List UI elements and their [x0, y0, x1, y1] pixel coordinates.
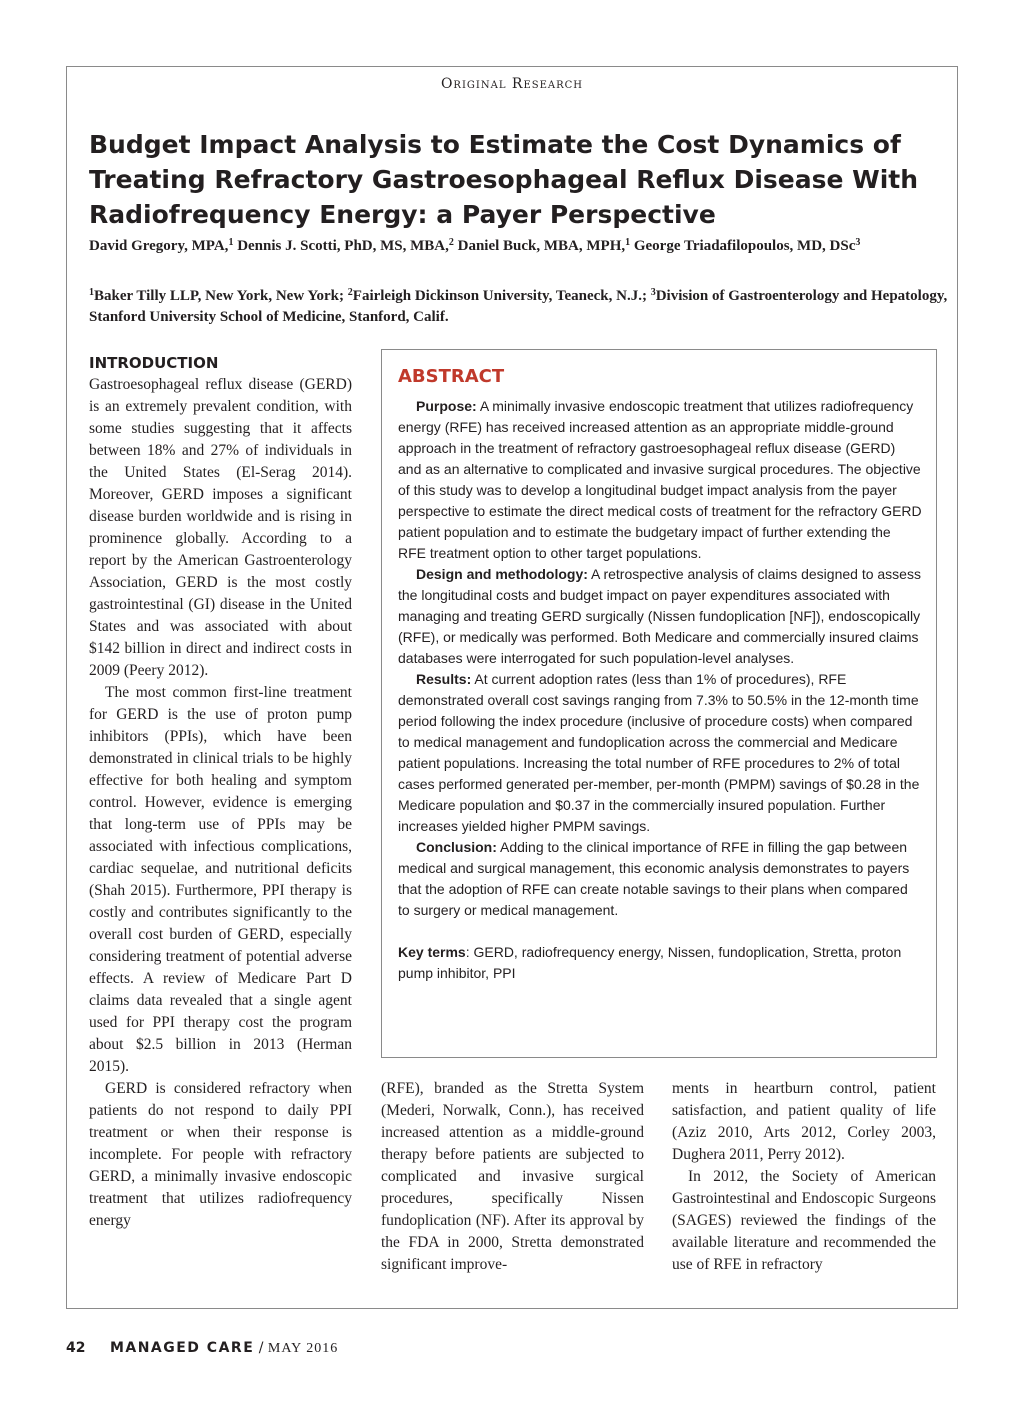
- author-sup: 3: [855, 237, 861, 248]
- magazine-name: MANAGED CARE: [109, 1340, 255, 1356]
- affiliation: Division of Gastroenterology and Hepatology, Stanford University School of Medicine, Stanford, Calif.: [89, 288, 948, 325]
- body-paragraph: (RFE), branded as the Stretta System (Mederi, Norwalk, Conn.), has received increased attention as a middle-ground therapy before patients are subjected to complicated and invasive surgical procedures, specifically Nissen fundoplication (NF). After its approval by the FDA in 2000, Stretta demonstrated significant improve-: [381, 1080, 644, 1273]
- abstract-text: A minimally invasive endoscopic treatment that utilizes radiofrequency energy (RFE) has received increased attention as an appropriate middle-ground approach in the treatment of refractory gastroesophageal reflux disease (GERD) and as an alternative to complicated and invasive surgical procedures. The objective of this study was to develop a longitudinal budget impact analysis from the payer perspective to estimate the direct medical costs of treatment for the refractory GERD patient population and to estimate the budgetary impact of further extending the RFE treatment option to other target populations.: [398, 398, 922, 561]
- abstract-results: [398, 669, 922, 837]
- author-sup: 1: [625, 237, 631, 248]
- column-3: [672, 1078, 936, 1276]
- abstract-design: [398, 564, 922, 669]
- footer-separator: /: [258, 1340, 264, 1356]
- author-sup: 2: [448, 237, 454, 248]
- affiliation-sup: 2: [347, 287, 353, 298]
- issue-date: MAY 2016: [267, 1341, 339, 1356]
- section-label: Original Research: [440, 76, 584, 92]
- page-number: 42: [66, 1340, 86, 1356]
- abstract-key-terms: [398, 942, 922, 984]
- abstract-label: Results:: [416, 671, 472, 687]
- author-sup: 1: [228, 237, 234, 248]
- introduction-heading: INTRODUCTION: [89, 354, 219, 372]
- abstract-text: At current adoption rates (less than 1% of procedures), RFE demonstrated overall cost savings ranging from 7.3% to 50.5% in the 12-month time period following the index procedure (inclusive of procedure costs) when compared to medical management and fundoplication across the commercial and Medicare patient populations. Increasing the total number of RFE procedures to 2% of total cases performed generated per-member, per-month (PMPM) savings of $0.28 in the Medicare population and $0.37 in the commercially insured population. Further increases yielded higher PMPM savings.: [398, 671, 920, 834]
- author: George Triadafilopoulos, MD, DSc: [633, 238, 856, 254]
- abstract-label: Conclusion:: [416, 839, 497, 855]
- body-paragraph: GERD is considered refractory when patients do not respond to daily PPI treatment or when their response is incomplete. For people with refractory GERD, a minimally invasive endoscopic treatment that utilizes radiofrequency energy: [89, 1080, 352, 1229]
- abstract-text: Adding to the clinical importance of RFE in filling the gap between medical and surgical management, this economic analysis demonstrates to payers that the adoption of RFE can create notable savings to their plans when compared to surgery or medical management.: [398, 839, 910, 918]
- page-footer: [66, 1340, 338, 1357]
- author: David Gregory, MPA,: [89, 238, 229, 254]
- body-paragraph: The most common first-line treatment for GERD is the use of proton pump inhibitors (PPIs), which have been demonstrated in clinical trials to be highly effective for both healing and symptom control. However, evidence is emerging that long-term use of PPIs may be associated with infectious complications, cardiac sequelae, and nutritional deficits (Shah 2015). Furthermore, PPI therapy is costly and contributes significantly to the overall cost burden of GERD, especially considering treatment of potential adverse effects. A review of Medicare Part D claims data revealed that a single agent used for PPI therapy cost the program about $2.5 billion in 2013 (Herman 2015).: [89, 684, 352, 1075]
- author-list: [89, 236, 939, 257]
- abstract-text: A retrospective analysis of claims designed to assess the longitudinal costs and budget impact on payer expenditures associated with managing and treating GERD surgically (Nissen fundoplication [NF]), endoscopically (RFE), or medically was performed. Both Medicare and commercially insured claims databases were interrogated for such population-level analyses.: [398, 566, 921, 666]
- affiliation-sup: 1: [89, 287, 94, 298]
- abstract-label: Purpose:: [416, 398, 477, 414]
- column-2: [381, 1078, 644, 1276]
- affiliation-sup: 3: [650, 287, 656, 298]
- abstract-text: : GERD, radiofrequency energy, Nissen, fundoplication, Stretta, proton pump inhibitor, PPI: [398, 944, 902, 981]
- affiliation-list: [89, 286, 949, 328]
- column-1: [89, 374, 352, 1232]
- body-paragraph: ments in heartburn control, patient satisfaction, and patient quality of life (Aziz 2010, Arts 2012, Corley 2003, Dughera 2011, Perry 2012).: [672, 1080, 936, 1163]
- affiliation: Fairleigh Dickinson University, Teaneck, N.J.;: [352, 288, 647, 304]
- article-title: Budget Impact Analysis to Estimate the Cost Dynamics of Treating Refractory Gastroesophageal Reflux Disease With Radiofrequency Energy: a Payer Perspective: [89, 130, 919, 229]
- abstract-body: [398, 396, 922, 984]
- abstract-label: Design and methodology:: [416, 566, 588, 582]
- abstract-conclusion: [398, 837, 922, 921]
- body-paragraph: In 2012, the Society of American Gastrointestinal and Endoscopic Surgeons (SAGES) reviewed the findings of the available literature and recommended the use of RFE in refractory: [672, 1168, 936, 1273]
- abstract-label: Key terms: [398, 944, 466, 960]
- abstract-heading: ABSTRACT: [398, 366, 505, 387]
- author: Daniel Buck, MBA, MPH,: [457, 238, 626, 254]
- author: Dennis J. Scotti, PhD, MS, MBA,: [237, 238, 449, 254]
- body-paragraph: Gastroesophageal reflux disease (GERD) is an extremely prevalent condition, with some studies suggesting that it affects between 18% and 27% of individuals in the United States (El-Serag 2014). Moreover, GERD imposes a significant disease burden worldwide and is rising in prominence globally. According to a report by the American Gastroenterology Association, GERD is the most costly gastrointestinal (GI) disease in the United States and was associated with about $142 billion in direct and indirect costs in 2009 (Peery 2012).: [89, 376, 352, 679]
- affiliation: Baker Tilly LLP, New York, New York;: [94, 288, 345, 304]
- abstract-purpose: [398, 396, 922, 564]
